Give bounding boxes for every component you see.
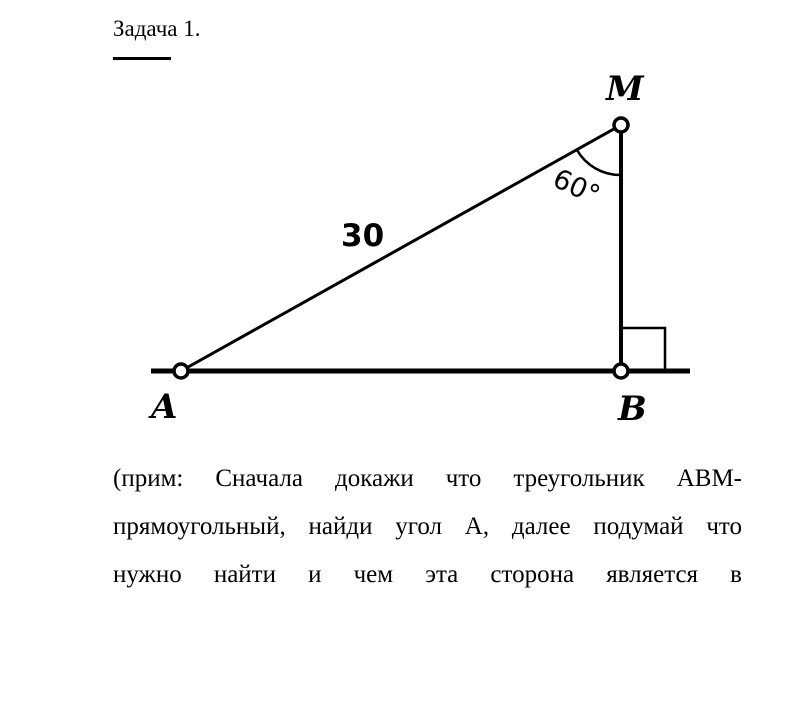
task-title: Задача 1. [113, 16, 201, 41]
hint-note [113, 455, 742, 599]
hint-line: (прим: Сначала докажи что треугольник АВМ- [113, 465, 742, 492]
right-angle-marker [621, 328, 665, 371]
hint-line: нужно найти и чем эта сторона является в [113, 561, 742, 588]
angle-arc-m [577, 150, 621, 175]
vertex-b [614, 364, 628, 378]
side-am [181, 125, 621, 371]
hint-line: прямоугольный, найди угол А, далее подумай что [113, 513, 742, 540]
label-side-am: 30 [341, 218, 385, 254]
label-b: B [618, 389, 647, 429]
vertex-m [614, 118, 628, 132]
label-a: A [151, 387, 178, 427]
label-m: M [606, 69, 644, 109]
vertex-a [174, 364, 188, 378]
label-angle-m: 60° [548, 163, 605, 212]
